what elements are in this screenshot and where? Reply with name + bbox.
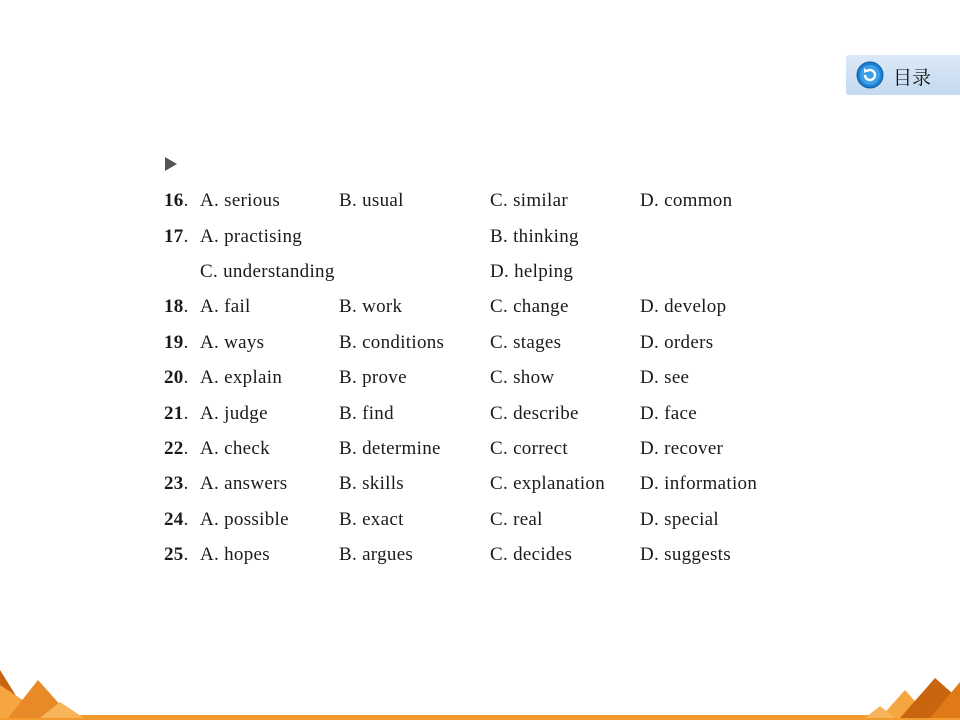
option-a: A. ways <box>200 332 265 353</box>
option-a: A. explain <box>200 367 283 388</box>
option-a: A. fail <box>200 296 251 317</box>
option-d: D. develop <box>640 296 727 317</box>
option-c: C. understanding <box>200 261 335 282</box>
question-number: 20 <box>164 367 184 388</box>
option-b: B. prove <box>339 367 407 388</box>
question-number: 19 <box>164 332 184 353</box>
option-d: D. recover <box>640 438 724 459</box>
question-number: 17 <box>164 226 184 247</box>
option-d: D. special <box>640 509 719 530</box>
option-c: C. describe <box>490 403 579 424</box>
option-d: D. helping <box>490 261 574 282</box>
option-b: B. work <box>339 296 403 317</box>
option-d: D. face <box>640 403 697 424</box>
option-c: C. stages <box>490 332 562 353</box>
option-d: D. orders <box>640 332 714 353</box>
question-number: 18 <box>164 296 184 317</box>
option-c: C. correct <box>490 438 568 459</box>
option-c: C. change <box>490 296 569 317</box>
option-b: B. conditions <box>339 332 445 353</box>
option-c: C. real <box>490 509 543 530</box>
question-number: 16 <box>164 190 184 211</box>
question-number: 23 <box>164 473 184 494</box>
option-b: B. skills <box>339 473 404 494</box>
option-b: B. usual <box>339 190 404 211</box>
refresh-circle-icon <box>856 61 884 89</box>
option-b: B. exact <box>339 509 404 530</box>
toc-label: 目录 <box>893 67 932 89</box>
option-c: C. similar <box>490 190 568 211</box>
option-b: B. thinking <box>490 226 579 247</box>
option-b: B. find <box>339 403 394 424</box>
option-a: A. answers <box>200 473 288 494</box>
option-a: A. possible <box>200 509 289 530</box>
option-c: C. decides <box>490 544 573 565</box>
option-c: C. show <box>490 367 555 388</box>
option-a: A. judge <box>200 403 268 424</box>
option-d: D. suggests <box>640 544 731 565</box>
footer-decoration <box>0 640 960 720</box>
option-a: A. serious <box>200 190 281 211</box>
question-number: 24 <box>164 509 184 530</box>
option-a: A. check <box>200 438 270 459</box>
question-number: 25 <box>164 544 184 565</box>
option-d: D. common <box>640 190 733 211</box>
option-b: B. determine <box>339 438 441 459</box>
option-b: B. argues <box>339 544 414 565</box>
option-a: A. practising <box>200 226 303 247</box>
toc-button[interactable] <box>846 55 960 95</box>
play-triangle-icon <box>165 157 177 171</box>
option-a: A. hopes <box>200 544 270 565</box>
option-c: C. explanation <box>490 473 606 494</box>
option-d: D. see <box>640 367 690 388</box>
option-d: D. information <box>640 473 758 494</box>
question-number: 22 <box>164 438 184 459</box>
question-number: 21 <box>164 403 184 424</box>
